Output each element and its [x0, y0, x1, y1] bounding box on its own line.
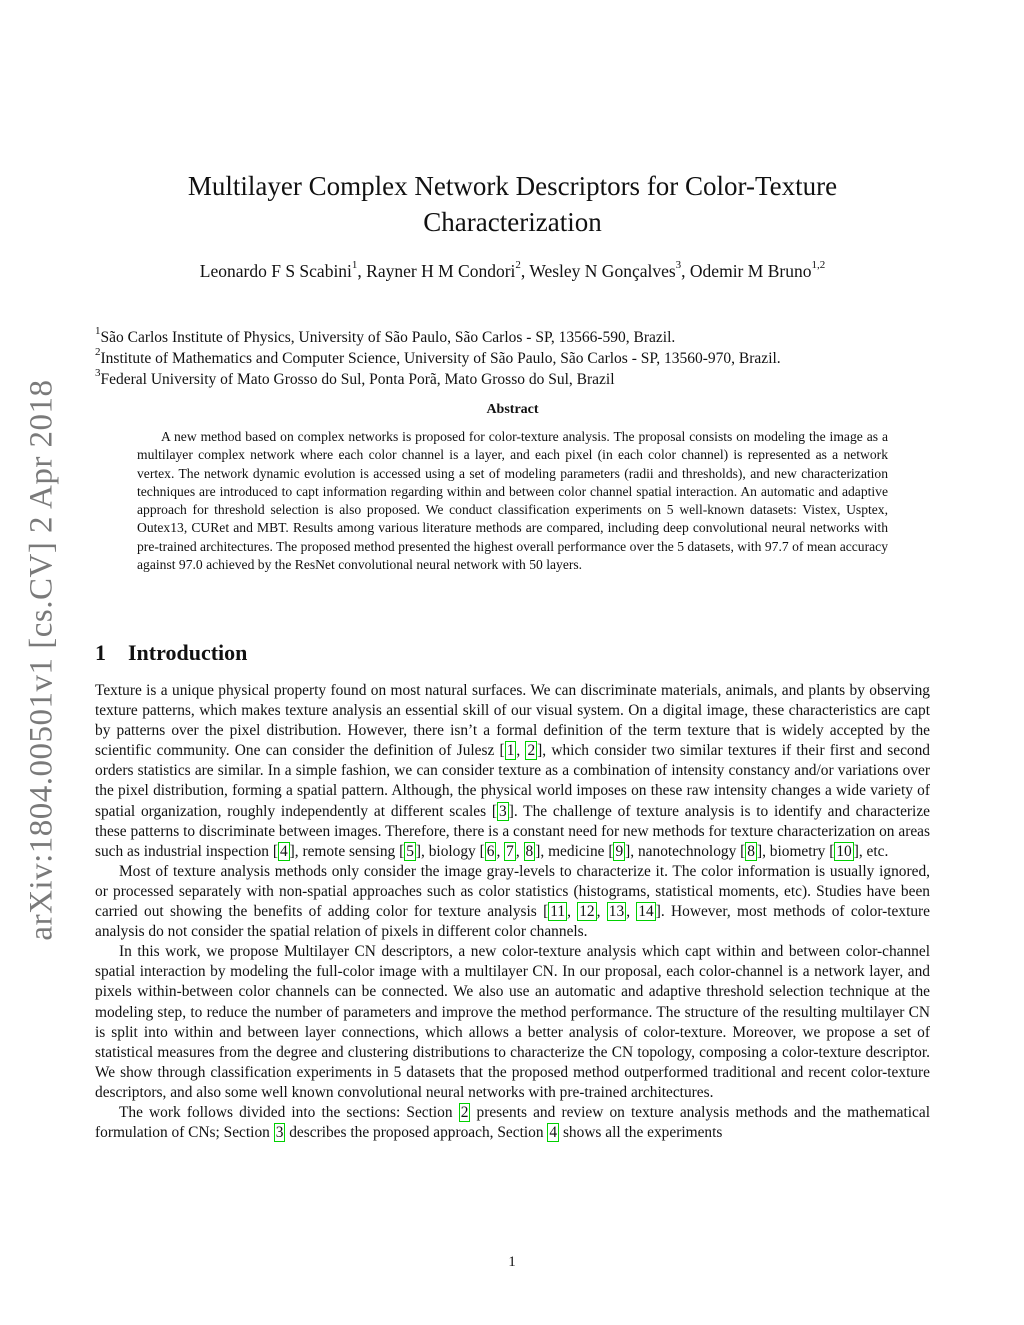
intro-body	[95, 681, 930, 1143]
author-list: Leonardo F S Scabini$^1$, Rayner H M Condori$^2$, Wesley N Gonçalves$^3$, Odemir M Bruno$^{1,2}$	[199, 259, 826, 281]
author: Rayner H M Condori	[366, 261, 516, 281]
citation-link[interactable]: 8	[747, 842, 755, 860]
citation-link[interactable]: 9	[615, 842, 624, 860]
title-line-1: Multilayer Complex Network Descriptors for Color-Texture	[187, 171, 838, 201]
citation-link[interactable]: 6	[486, 842, 495, 860]
citation-link[interactable]: 10	[836, 842, 852, 860]
section-heading	[95, 640, 247, 666]
abstract-text: A new method based on complex networks is proposed for color-texture analysis. The proposal consists on modeling the image as a multilayer complex network where each color channel is a layer, and each pixel (in each color channel) is represented as a network vertex. The network dynamic evolution is accessed using a set of modeling parameters (radii and thresholds), and new characterization techniques are introduced to capt information regarding within and between color channel spatial interaction. An automatic and adaptive approach for threshold selection is also proposed. We conduct classification experiments on 5 well-known datasets: Vistex, Usptex, Outex13, CURet and MBT. Results among various literature methods are compared, including deep convolutional neural networks with pre-trained architectures. The proposed method presented the highest overall performance over the 5 datasets, with 97.7 of mean accuracy against 97.0 achieved by the ResNet convolutional neural network with 50 layers.	[137, 429, 888, 573]
paragraph: In this work, we propose Multilayer CN descriptors, a new color-texture analysis which capt within and between color-channel spatial interaction by modeling the full-color image with a multilayer CN. In our proposal, each color-channel is a network layer, and pixels within-between color channels can be connected. We also use an automatic and adaptive threshold selection technique at the modeling step, to reduce the number of parameters and improve the method performance. The structure of the resulting multilayer CN is split into within and between layer connections, which allows a better analysis of color-texture. Moreover, we propose a set of statistical measures from the degree and clustering distributions to characterize the CN topology, composing a color-texture descriptor. We show through classification experiments in 5 datasets that the proposed method outperformed traditional and recent color-texture descriptors, and also some well known convolutional neural networks with pre-trained architectures.	[95, 943, 930, 1101]
section-title: Introduction	[128, 640, 248, 665]
author-affil-mark: 1	[351, 259, 358, 272]
paragraph: The work follows divided into the sections: Section 2 presents and review on texture analysis methods and the mathematical formulation of CNs; Section 3 describes the proposed approach, Section 4 shows all the experiments	[95, 1103, 930, 1142]
author-affil-mark: 2	[515, 259, 521, 272]
author: Odemir M Bruno	[689, 261, 812, 281]
arxiv-sidebar	[12, 360, 72, 960]
abstract-heading: Abstract	[486, 402, 539, 417]
paper-title	[95, 168, 930, 240]
citation-link[interactable]: 13	[608, 903, 625, 921]
citation-link[interactable]: 4	[279, 842, 288, 860]
citation-link[interactable]: 3	[498, 802, 507, 820]
citation-link[interactable]: 3	[275, 1124, 284, 1142]
author-affil-mark: 1,2	[811, 259, 826, 272]
author: Leonardo F S Scabini	[199, 261, 352, 281]
citation-link[interactable]: 1	[506, 742, 515, 760]
affiliation: $^1$São Carlos Institute of Physics, University of São Paulo, São Carlos - SP, 13566-590, Brazil.	[95, 324, 676, 346]
citation-link[interactable]: 5	[406, 842, 414, 860]
citation-link[interactable]: 2	[460, 1103, 469, 1121]
citation-link[interactable]: 12	[579, 903, 595, 921]
author-affil-mark: 3	[675, 259, 682, 272]
affiliation: $^2$Institute of Mathematics and Computer Science, University of São Paulo, São Carlos - SP, 13560-970, Brazil.	[95, 345, 781, 367]
citation-link[interactable]: 11	[550, 903, 566, 921]
paragraph: Texture is a unique physical property found on most natural surfaces. We can discriminate materials, animals, and plants by observing texture patterns, which makes texture analysis an essential skill of our visual system. On a digital image, these characteristics are capt by patterns over the pixel distribution. However, there isn’t a formal definition of the term texture that is widely accepted by the scientific community. One can consider the definition of Julesz [ 1 , 2 ], which consider two similar textures if their first and second orders statistics are similar. In a simple fashion, we can consider texture as a combination of intensity constancy and/or variations over the pixel distribution, forming a spatial pattern. Although, the physical world imposes on these raw intensity changes a wide variety of spatial organization, roughly independently at different scales [ 3 ]. The challenge of texture analysis is to identify and characterize these patterns to discriminate between images. Therefore, there is a constant need for new methods for texture characterization on areas such as industrial inspection [ 4 ], remote sensing [ 5 ], biology [ 6 , 7 , 8 ], medicine [ 9 ], nanotechnology [ 8 ], biometry [ 10 ], etc.	[95, 682, 930, 860]
page-number: 1	[508, 1254, 516, 1270]
citation-link[interactable]: 14	[638, 903, 654, 921]
affiliation: $^3$Federal University of Mato Grosso do Sul, Ponta Porã, Mato Grosso do Sul, Brazil	[95, 366, 615, 388]
author: Wesley N Gonçalves	[529, 261, 676, 281]
paragraph: Most of texture analysis methods only consider the image gray-levels to characterize it. The color information is usually ignored, or processed separately with non-spatial approaches such as color statistics (histograms, statistical moments, etc). Studies have been carried out showing the benefits of adding color for texture analysis [ 11 , 12 , 13 , 14 ]. However, most methods of color-texture analysis do not consider the spatial relation of pixels in different color channels.	[95, 862, 931, 941]
title-line-2: Characterization	[423, 207, 602, 237]
citation-link[interactable]: 2	[527, 742, 536, 760]
arxiv-identifier: arXiv:1804.00501v1 [cs.CV] 2 Apr 2018	[23, 379, 60, 941]
citation-link[interactable]: 4	[549, 1124, 558, 1142]
affiliations	[95, 324, 930, 390]
section-number: 1	[95, 640, 106, 665]
citation-link[interactable]: 7	[506, 842, 514, 860]
citation-link[interactable]: 8	[525, 842, 534, 860]
